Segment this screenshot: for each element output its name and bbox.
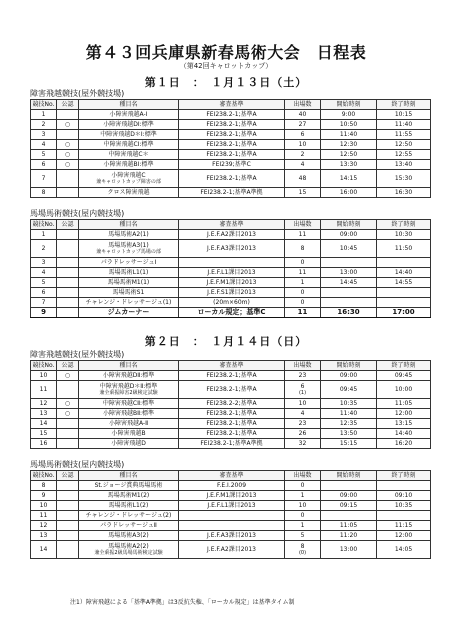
table-cell: FEI238.2-2;基準A <box>179 399 285 409</box>
table-cell: 1 <box>285 278 321 288</box>
table-cell: クロス障害飛越 <box>79 188 179 198</box>
table-cell: 馬場馬術L1(1) <box>79 268 179 278</box>
column-header: 開始時刻 <box>321 220 377 230</box>
table-cell: 23 <box>285 371 321 381</box>
table-cell: 09:10 <box>377 491 431 501</box>
table-cell: 12 <box>31 399 57 409</box>
table-cell: 15 <box>285 188 321 198</box>
table-cell: 09:45 <box>377 371 431 381</box>
table-cell: 14 <box>31 419 57 429</box>
table-cell: 16 <box>31 439 57 449</box>
table-row <box>31 170 431 188</box>
column-header: 公認 <box>57 471 79 481</box>
table-cell: 09:15 <box>321 501 377 511</box>
table-cell: ローカル規定；基準C <box>179 308 285 318</box>
table-row <box>31 541 431 559</box>
table-cell: 小障害飛越B <box>79 429 179 439</box>
day2-label: 第２日 ： １月１４日（日） <box>144 335 308 348</box>
table-cell: 13:00 <box>321 541 377 559</box>
table-cell: 0 <box>285 481 321 491</box>
table-cell: 10 <box>31 501 57 511</box>
table-cell: 13 <box>31 409 57 419</box>
table-cell: 10:15 <box>377 110 431 120</box>
table-row <box>31 419 431 429</box>
table-cell: 14:05 <box>377 541 431 559</box>
table-cell: 小障害飛越DⅠ:標準 <box>79 120 179 130</box>
table-cell: St.ジョージ賞典馬場馬術 <box>79 481 179 491</box>
table-cell <box>179 521 285 531</box>
day2-jump-table <box>30 360 431 449</box>
table-cell <box>57 170 79 188</box>
column-header: 競技No. <box>31 361 57 371</box>
table-cell: 12:00 <box>377 409 431 419</box>
day1-dressage-heading: 馬場馬術競技(屋内競技場) <box>30 209 125 218</box>
table-cell: 8 <box>31 481 57 491</box>
table-cell: 11 <box>31 381 57 399</box>
table-cell <box>57 268 79 278</box>
table-cell: 4 <box>285 160 321 170</box>
table-cell: 10 <box>285 399 321 409</box>
table-cell: 12:50 <box>377 140 431 150</box>
table-cell: 0 <box>285 298 321 308</box>
table-cell: 小障害飛越BⅠ:標準 <box>79 160 179 170</box>
table-cell: 馬場馬術S1 <box>79 288 179 298</box>
table-cell: 小障害飛越D <box>79 439 179 449</box>
table-cell: 2 <box>31 240 57 258</box>
column-header: 開始時刻 <box>321 100 377 110</box>
table-row <box>31 278 431 288</box>
table-row <box>31 298 431 308</box>
column-header: 種目名 <box>79 220 179 230</box>
column-header: 公認 <box>57 361 79 371</box>
table-cell: FEI239;基準C <box>179 160 285 170</box>
table-cell: 09:00 <box>321 371 377 381</box>
table-cell <box>377 288 431 298</box>
table-cell <box>57 419 79 429</box>
table-cell: 15:15 <box>321 439 377 449</box>
table-cell: 13:30 <box>321 160 377 170</box>
table-cell: 4 <box>31 268 57 278</box>
table-cell <box>57 110 79 120</box>
table-cell: 09:45 <box>321 381 377 399</box>
table-cell: 6 <box>285 130 321 140</box>
table-cell: チャレンジ・ドレッサージュ(2) <box>79 511 179 521</box>
table-cell: 1 <box>31 110 57 120</box>
day2-dressage-table <box>30 470 431 559</box>
table-cell: 9 <box>31 491 57 501</box>
table-cell: 4 <box>31 140 57 150</box>
table-cell <box>57 541 79 559</box>
table-row <box>31 150 431 160</box>
table-cell <box>377 511 431 521</box>
table-cell: 11:40 <box>321 409 377 419</box>
table-cell: J.E.F.A2課目2013 <box>179 541 285 559</box>
table-cell: 10:35 <box>321 399 377 409</box>
table-cell: 中障害飛越D＊Ⅱ:標準 兼全乗振障害2級検定試験 <box>79 381 179 399</box>
table-cell: 14 <box>31 541 57 559</box>
table-cell: 中障害飛越C＊ <box>79 150 179 160</box>
table-cell: 11:40 <box>321 130 377 140</box>
table-cell: 3 <box>31 130 57 140</box>
table-cell: J.E.F.A3課目2013 <box>179 531 285 541</box>
table-row <box>31 240 431 258</box>
table-cell: 15 <box>31 429 57 439</box>
table-cell: 小障害飛越BⅡ:標準 <box>79 409 179 419</box>
table-cell: 14:15 <box>321 170 377 188</box>
table-cell: J.E.F.A2課目2013 <box>179 230 285 240</box>
table-row <box>31 110 431 120</box>
table-header-row <box>31 361 431 371</box>
table-cell: J.E.F.L1課目2013 <box>179 501 285 511</box>
table-cell <box>57 230 79 240</box>
day1-jump-heading: 障害飛越競技(屋外競技場) <box>30 89 125 98</box>
column-header: 終了時刻 <box>377 100 431 110</box>
table-cell: 12:35 <box>321 419 377 429</box>
table-cell: FEI238.2-1;基準A <box>179 429 285 439</box>
table-cell: 5 <box>31 278 57 288</box>
day2-jump-heading: 障害飛越競技(屋外競技場) <box>30 350 125 359</box>
table-cell: 10:35 <box>377 501 431 511</box>
table-cell <box>377 481 431 491</box>
table-cell: 馬場馬術M1(2) <box>79 491 179 501</box>
table-cell <box>57 491 79 501</box>
column-header: 競技No. <box>31 471 57 481</box>
table-row <box>31 188 431 198</box>
column-header: 審査基準 <box>179 100 285 110</box>
table-cell: 10 <box>31 371 57 381</box>
table-cell <box>57 130 79 140</box>
table-row <box>31 130 431 140</box>
table-cell: 11:15 <box>377 521 431 531</box>
table-cell: 13:40 <box>377 160 431 170</box>
table-cell: 14:40 <box>377 429 431 439</box>
table-cell: 中障害飛越CⅡ:標準 <box>79 399 179 409</box>
table-cell: 2 <box>285 150 321 160</box>
table-cell: ○ <box>57 371 79 381</box>
table-row <box>31 120 431 130</box>
table-cell: 小障害飛越DⅡ:標準 <box>79 371 179 381</box>
table-cell: 13:15 <box>377 419 431 429</box>
table-cell: FEI238.2-1;基準A <box>179 140 285 150</box>
table-cell <box>377 298 431 308</box>
table-cell: J.E.F.M1課目2013 <box>179 491 285 501</box>
table-cell <box>57 240 79 258</box>
table-row <box>31 481 431 491</box>
column-header: 出場数 <box>285 471 321 481</box>
table-cell: 11:50 <box>377 240 431 258</box>
table-cell <box>321 288 377 298</box>
table-cell: 6 <box>31 160 57 170</box>
day1-label: 第１日 ： １月１３日（土） <box>144 76 308 89</box>
column-header: 終了時刻 <box>377 220 431 230</box>
table-cell <box>57 531 79 541</box>
table-row <box>31 429 431 439</box>
table-cell: 10 <box>285 501 321 511</box>
table-cell: 7 <box>31 298 57 308</box>
table-cell <box>321 481 377 491</box>
table-cell: 10:50 <box>321 120 377 130</box>
table-cell: 8 <box>31 188 57 198</box>
table-cell: 2 <box>31 120 57 130</box>
column-header: 公認 <box>57 100 79 110</box>
day1-jump-table <box>30 99 431 198</box>
table-cell: 馬場馬術L1(2) <box>79 501 179 511</box>
table-cell <box>57 481 79 491</box>
table-cell <box>321 298 377 308</box>
table-cell: ○ <box>57 140 79 150</box>
table-cell <box>57 511 79 521</box>
table-cell <box>57 308 79 318</box>
column-header: 終了時刻 <box>377 471 431 481</box>
table-cell: 11 <box>285 268 321 278</box>
table-cell: 7 <box>31 170 57 188</box>
table-cell: パラドレッサージュⅠ <box>79 258 179 268</box>
table-cell: F.E.I.2009 <box>179 481 285 491</box>
table-header-row <box>31 100 431 110</box>
table-cell <box>57 288 79 298</box>
table-header-row <box>31 471 431 481</box>
table-row <box>31 140 431 150</box>
column-header: 出場数 <box>285 100 321 110</box>
table-cell: 11:40 <box>377 120 431 130</box>
table-row <box>31 409 431 419</box>
column-header: 出場数 <box>285 220 321 230</box>
table-cell: 馬場馬術A3(2) <box>79 531 179 541</box>
table-cell: 6 (1) <box>285 381 321 399</box>
table-cell: 09:00 <box>321 491 377 501</box>
table-cell <box>377 258 431 268</box>
table-cell: J.E.F.L1課目2013 <box>179 268 285 278</box>
table-cell: 10:45 <box>321 240 377 258</box>
table-cell: FEI238.2-1;基準A準拠 <box>179 439 285 449</box>
table-cell <box>57 188 79 198</box>
table-cell: 8 (0) <box>285 541 321 559</box>
table-cell: 0 <box>285 511 321 521</box>
table-cell: J.E.F.S1課目2013 <box>179 288 285 298</box>
table-cell: 0 <box>285 258 321 268</box>
table-cell <box>57 501 79 511</box>
table-row <box>31 399 431 409</box>
table-cell <box>179 511 285 521</box>
table-cell: 0 <box>285 288 321 298</box>
column-header: 開始時刻 <box>321 471 377 481</box>
table-cell: 1 <box>285 491 321 501</box>
table-cell: 11:05 <box>321 521 377 531</box>
table-cell: 27 <box>285 120 321 130</box>
table-cell: 11 <box>31 511 57 521</box>
column-header: 終了時刻 <box>377 361 431 371</box>
table-cell: 1 <box>285 521 321 531</box>
table-row <box>31 439 431 449</box>
column-header: 審査基準 <box>179 471 285 481</box>
table-cell: 17:00 <box>377 308 431 318</box>
table-cell: 中障害飛越CⅠ:標準 <box>79 140 179 150</box>
table-cell: 12:50 <box>321 150 377 160</box>
table-cell: ○ <box>57 399 79 409</box>
table-cell: ○ <box>57 150 79 160</box>
table-cell: 10:00 <box>377 381 431 399</box>
column-header: 公認 <box>57 220 79 230</box>
page-title: 第４３回兵庫県新春馬術大会 日程表 <box>85 43 367 62</box>
table-cell: J.E.F.A3課目2013 <box>179 240 285 258</box>
table-row <box>31 511 431 521</box>
table-cell: 12 <box>31 521 57 531</box>
table-cell: 15:30 <box>377 170 431 188</box>
table-cell: 8 <box>285 240 321 258</box>
table-cell: 小障害飛越A-Ⅰ <box>79 110 179 120</box>
table-cell: 32 <box>285 439 321 449</box>
table-cell: 14:45 <box>321 278 377 288</box>
day1-dressage-table <box>30 219 431 318</box>
table-cell: 40 <box>285 110 321 120</box>
table-row <box>31 501 431 511</box>
table-cell: 16:30 <box>321 308 377 318</box>
column-header: 種目名 <box>79 100 179 110</box>
table-row <box>31 160 431 170</box>
table-row <box>31 531 431 541</box>
table-row <box>31 371 431 381</box>
table-cell: 11 <box>285 230 321 240</box>
table-cell: FEI238.2-1;基準A <box>179 150 285 160</box>
footnote: 注1）障害飛越による「基準A準拠」は3反抗失権、「ローカル規定」は基準タイム制 <box>70 599 295 606</box>
table-cell: FEI238.2-1;基準A <box>179 371 285 381</box>
table-cell: 馬場馬術A2(2) 兼全乗振2級馬場馬術検定試験 <box>79 541 179 559</box>
table-cell: 9 <box>31 308 57 318</box>
table-cell: FEI238.2-1;基準A <box>179 381 285 399</box>
table-cell: 26 <box>285 429 321 439</box>
table-cell: 10:30 <box>377 230 431 240</box>
table-row <box>31 258 431 268</box>
table-cell <box>57 521 79 531</box>
table-cell: FEI238.2-1;基準A準拠 <box>179 188 285 198</box>
table-cell: 11:05 <box>377 399 431 409</box>
column-header: 開始時刻 <box>321 361 377 371</box>
table-cell: 6 <box>31 288 57 298</box>
table-cell: ○ <box>57 120 79 130</box>
table-cell: ○ <box>57 160 79 170</box>
table-row <box>31 381 431 399</box>
table-row <box>31 268 431 278</box>
table-cell: 中障害飛越D＊Ⅰ:標準 <box>79 130 179 140</box>
table-header-row <box>31 220 431 230</box>
table-cell: 09:00 <box>321 230 377 240</box>
table-cell: ○ <box>57 409 79 419</box>
day2-dressage-heading: 馬場馬術競技(屋内競技場) <box>30 460 125 469</box>
table-row <box>31 230 431 240</box>
table-cell: (20m×60m) <box>179 298 285 308</box>
column-header: 競技No. <box>31 100 57 110</box>
column-header: 出場数 <box>285 361 321 371</box>
table-cell: 小障害飛越C 兼キャロットカップ障害の部 <box>79 170 179 188</box>
table-cell: 14:40 <box>377 268 431 278</box>
table-cell: ジムカーナー <box>79 308 179 318</box>
table-cell <box>57 381 79 399</box>
table-cell <box>57 298 79 308</box>
table-cell: 9:00 <box>321 110 377 120</box>
table-cell <box>57 429 79 439</box>
table-cell: 馬場馬術M1(1) <box>79 278 179 288</box>
column-header: 競技No. <box>31 220 57 230</box>
table-row <box>31 308 431 318</box>
table-cell: FEI238.2-1;基準A <box>179 120 285 130</box>
page-subtitle: （第42回キャロットカップ） <box>179 62 273 70</box>
table-cell: 48 <box>285 170 321 188</box>
column-header: 審査基準 <box>179 361 285 371</box>
table-cell: FEI238.2-1;基準A <box>179 130 285 140</box>
table-cell: 23 <box>285 419 321 429</box>
table-cell: FEI238.2-1;基準A <box>179 110 285 120</box>
table-cell: 11 <box>285 308 321 318</box>
column-header: 審査基準 <box>179 220 285 230</box>
table-cell: J.E.F.M1課目2013 <box>179 278 285 288</box>
table-cell: 12:00 <box>377 531 431 541</box>
table-row <box>31 288 431 298</box>
table-cell: 13 <box>31 531 57 541</box>
table-cell <box>321 511 377 521</box>
table-cell: 16:00 <box>321 188 377 198</box>
table-cell: 小障害飛越A-Ⅱ <box>79 419 179 429</box>
table-cell: 4 <box>285 409 321 419</box>
table-cell: 5 <box>285 531 321 541</box>
table-cell: 16:20 <box>377 439 431 449</box>
table-cell: FEI238.2-1;基準A <box>179 419 285 429</box>
column-header: 種目名 <box>79 361 179 371</box>
table-cell: パラドレッサージュⅡ <box>79 521 179 531</box>
column-header: 種目名 <box>79 471 179 481</box>
table-cell: 11:20 <box>321 531 377 541</box>
table-cell: 13:50 <box>321 429 377 439</box>
table-cell: 馬場馬術A3(1) 兼キャロットカップ馬場の部 <box>79 240 179 258</box>
table-cell: 12:55 <box>377 150 431 160</box>
table-cell: チャレンジ・ドレッサージュ(1) <box>79 298 179 308</box>
table-cell: 1 <box>31 230 57 240</box>
table-cell: 16:30 <box>377 188 431 198</box>
table-cell: FEI238.2-1;基準A <box>179 409 285 419</box>
table-cell <box>179 258 285 268</box>
table-cell: 12:30 <box>321 140 377 150</box>
table-cell: 5 <box>31 150 57 160</box>
table-cell: 馬場馬術A2(1) <box>79 230 179 240</box>
table-row <box>31 521 431 531</box>
table-cell <box>57 278 79 288</box>
table-row <box>31 491 431 501</box>
table-cell: 11:55 <box>377 130 431 140</box>
table-cell <box>57 258 79 268</box>
table-cell: FEI238.2-1;基準A <box>179 170 285 188</box>
table-cell <box>321 258 377 268</box>
table-cell <box>57 439 79 449</box>
table-cell: 3 <box>31 258 57 268</box>
table-cell: 14:55 <box>377 278 431 288</box>
table-cell: 10 <box>285 140 321 150</box>
table-cell: 13:00 <box>321 268 377 278</box>
